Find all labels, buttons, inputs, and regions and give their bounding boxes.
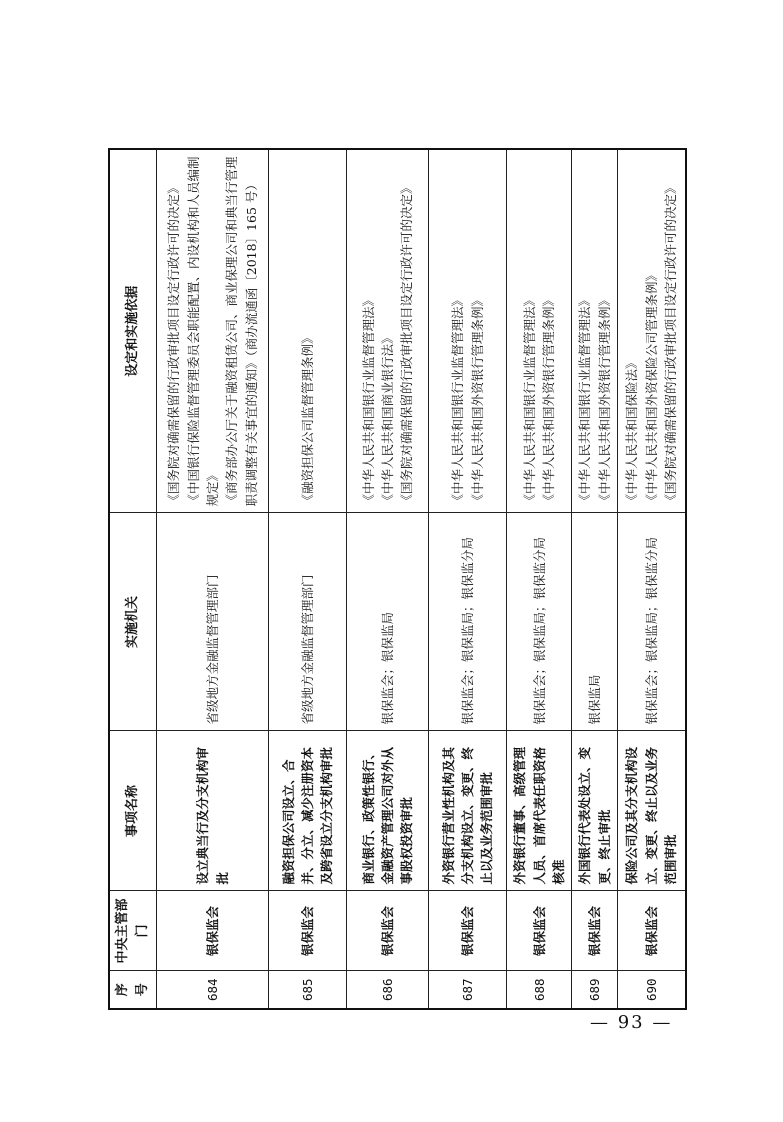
header-dept: 中央主管部门: [109, 891, 157, 971]
row-no: 684: [157, 971, 269, 1009]
row-item: 保险公司及其分支机构设立、变更、终止以及业务范围审批: [618, 731, 686, 891]
row-dept: 银保监会: [157, 891, 269, 971]
rotated-table-container: [108, 148, 679, 1010]
row-no: 690: [618, 971, 686, 1009]
row-dept: 银保监会: [572, 891, 618, 971]
row-no: 688: [507, 971, 572, 1009]
row-item: 融资担保公司设立、合并、分立、减少注册资本及跨省设立分支机构审批: [269, 731, 347, 891]
row-org: 省级地方金融监督管理部门: [157, 513, 269, 731]
table-header-row: [109, 149, 157, 1009]
table-row: [572, 149, 618, 1009]
basis-line: 《中华人民共和国外资银行管理条例》: [469, 293, 485, 507]
row-basis: [572, 149, 618, 513]
header-no: 序号: [109, 971, 157, 1009]
row-dept: 银保监会: [507, 891, 572, 971]
row-dept: 银保监会: [269, 891, 347, 971]
basis-line: 《中华人民共和国银行业监督管理法》: [450, 293, 466, 507]
basis-line: 《中华人民共和国外资银行管理条例》: [596, 293, 612, 507]
row-basis: [618, 149, 686, 513]
basis-line: 《中华人民共和国外资保险公司管理条例》: [643, 268, 659, 507]
row-org: 银保监会；银保监局: [347, 513, 429, 731]
row-item: 外资银行董事、高级管理人员、首席代表任职资格核准: [507, 731, 572, 891]
row-no: 687: [429, 971, 507, 1009]
row-org: 银保监会；银保监局；银保监分局: [507, 513, 572, 731]
basis-line: 《中华人民共和国银行业监督管理法》: [360, 293, 376, 507]
row-org: 省级地方金融监督管理部门: [269, 513, 347, 731]
basis-line: 《商务部办公厅关于融资租赁公司、商业保理公司和典当行管理职责调整有关事宜的通知》（商办流通函〔2018〕165 号）: [224, 156, 259, 507]
table-row: [347, 149, 429, 1009]
row-dept: 银保监会: [429, 891, 507, 971]
row-item: 设立典当行及分支机构审批: [157, 731, 269, 891]
header-item: 事项名称: [109, 731, 157, 891]
row-no: 689: [572, 971, 618, 1009]
row-basis: [347, 149, 429, 513]
table-row: [507, 149, 572, 1009]
table-row: [618, 149, 686, 1009]
row-item: 外资银行营业性机构及其分支机构设立、变更、终止以及业务范围审批: [429, 731, 507, 891]
header-basis: 设定和实施依据: [109, 149, 157, 513]
row-no: 685: [269, 971, 347, 1009]
row-org: 银保监会；银保监局；银保监分局: [429, 513, 507, 731]
page-number: — 93 —: [590, 1012, 673, 1033]
row-item: 外国银行代表处设立、变更、终止审批: [572, 731, 618, 891]
row-org: 银保监会；银保监局；银保监分局: [618, 513, 686, 731]
table-row: [269, 149, 347, 1009]
basis-line: 《国务院对确需保留的行政审批项目设定行政许可的决定》: [399, 181, 415, 507]
row-basis: [157, 149, 269, 513]
row-basis: [269, 149, 347, 513]
basis-line: 《中华人民共和国银行业监督管理法》: [577, 293, 593, 507]
header-org: 实施机关: [109, 513, 157, 731]
row-dept: 银保监会: [618, 891, 686, 971]
basis-line: 《国务院对确需保留的行政审批项目设定行政许可的决定》: [166, 181, 182, 507]
basis-line: 《中国银行保险监督管理委员会职能配置、内设机构和人员编制规定》: [185, 156, 221, 507]
table-row: [157, 149, 269, 1009]
basis-line: 《中华人民共和国银行业监督管理法》: [521, 293, 537, 507]
basis-line: 《中华人民共和国商业银行法》: [380, 331, 396, 507]
row-item: 商业银行、政策性银行、金融资产管理公司对外从事股权投资审批: [347, 731, 429, 891]
table-row: [429, 149, 507, 1009]
row-basis: [429, 149, 507, 513]
row-dept: 银保监会: [347, 891, 429, 971]
row-org: 银保监局: [572, 513, 618, 731]
row-no: 686: [347, 971, 429, 1009]
basis-line: 《国务院对确需保留的行政审批项目设定行政许可的决定》: [663, 181, 679, 507]
row-basis: [507, 149, 572, 513]
basis-line: 《中华人民共和国外资银行管理条例》: [541, 293, 557, 507]
basis-line: 《融资担保公司监督管理条例》: [300, 331, 316, 507]
basis-line: 《中华人民共和国保险法》: [624, 356, 640, 507]
approval-items-table: [108, 148, 687, 1010]
